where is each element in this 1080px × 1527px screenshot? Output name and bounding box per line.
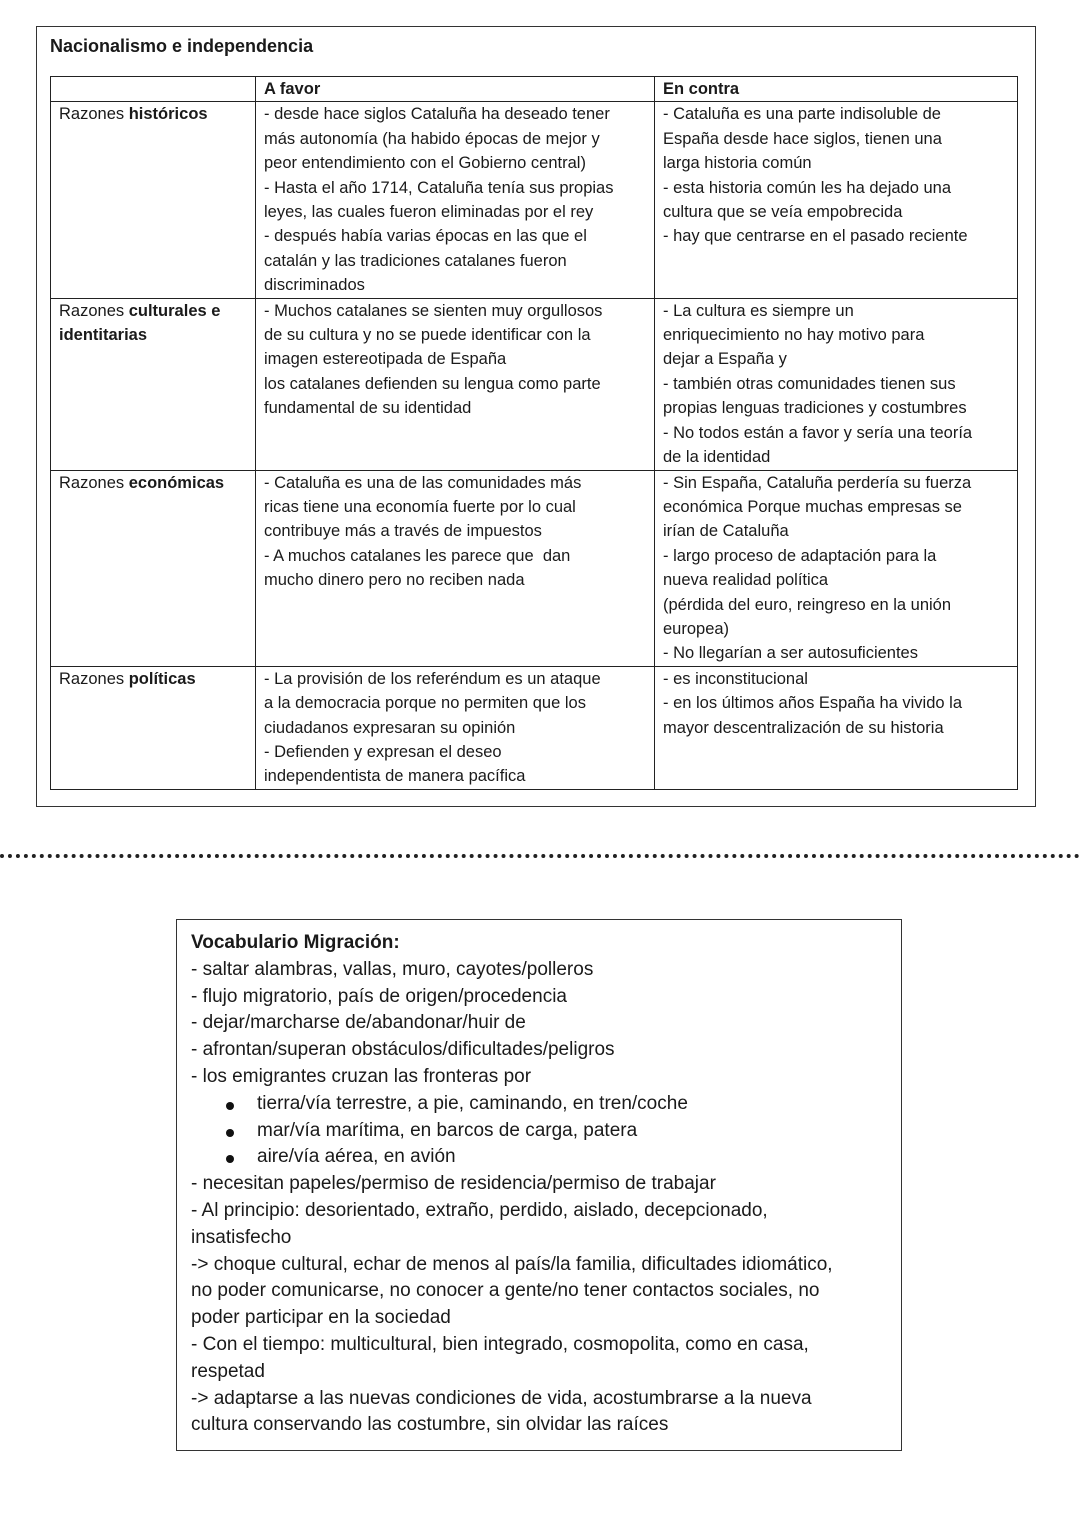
cell-line: irían de Cataluña	[663, 522, 789, 541]
cell-en-contra	[655, 298, 1018, 470]
vocabulary-line: respetad	[191, 1360, 265, 1382]
bullet-dot-icon	[226, 1102, 234, 1110]
cell-line: - Cataluña es una de las comunidades más	[264, 473, 582, 492]
table-row	[51, 102, 1018, 298]
table-header-row	[51, 77, 1018, 102]
row-label-line	[59, 667, 247, 691]
row-label-line	[59, 471, 247, 495]
vocabulary-line: -> choque cultural, echar de menos al país/la familia, dificultades idiomático,	[191, 1253, 833, 1275]
cell-line: - hay que centrarse en el pasado reciente	[663, 227, 968, 246]
vocabulary-title: Vocabulario Migración:	[191, 932, 400, 953]
cell-line: - Muchos catalanes se sienten muy orgullosos	[264, 301, 603, 320]
cell-a-favor	[256, 298, 655, 470]
bullet-text: mar/vía marítima, en barcos de carga, patera	[257, 1119, 638, 1141]
vocabulary-line: - saltar alambras, vallas, muro, cayotes/polleros	[191, 958, 594, 980]
cell-line: - después había varias épocas en las que el	[264, 227, 587, 246]
cell-line: - No llegarían a ser autosuficientes	[663, 644, 918, 663]
vocabulary-line: poder participar en la sociedad	[191, 1307, 451, 1329]
cell-line: - Hasta el año 1714, Cataluña tenía sus propias	[264, 178, 614, 197]
row-label	[51, 666, 256, 789]
cell-line: - A muchos catalanes les parece que dan	[264, 546, 571, 565]
vocabulary-line: no poder comunicarse, no conocer a gente/no tener contactos sociales, no	[191, 1280, 820, 1302]
vocabulary-line: - dejar/marcharse de/abandonar/huir de	[191, 1012, 526, 1034]
cell-en-contra	[655, 470, 1018, 666]
bullet-item	[257, 1144, 901, 1171]
bullet-text: tierra/vía terrestre, a pie, caminando, en tren/coche	[257, 1092, 688, 1114]
cell-line: - largo proceso de adaptación para la	[663, 546, 937, 565]
bullet-text: aire/vía aérea, en avión	[257, 1146, 456, 1168]
vocabulary-lines	[191, 957, 901, 1091]
bullet-dot-icon	[226, 1129, 234, 1137]
cell-line: a la democracia porque no permiten que los	[264, 694, 586, 713]
cell-line: leyes, las cuales fueron eliminadas por el rey	[264, 203, 594, 222]
row-label	[51, 470, 256, 666]
cell-line: fundamental de su identidad	[264, 399, 472, 418]
cell-line: de la identidad	[663, 448, 771, 467]
vocabulary-line: - Con el tiempo: multicultural, bien integrado, cosmopolita, como en casa,	[191, 1333, 809, 1355]
cell-line: de su cultura y no se puede identificar con la	[264, 326, 591, 345]
row-label-bold: económicas	[128, 473, 225, 492]
cell-line: - La provisión de los referéndum es un ataque	[264, 669, 601, 688]
vocabulary-lines-continued	[191, 1171, 901, 1439]
bullet-item	[257, 1091, 901, 1118]
cell-line: propias lenguas tradiciones y costumbres	[663, 399, 967, 418]
vocabulary-line: - flujo migratorio, país de origen/procedencia	[191, 985, 567, 1007]
vocabulary-line: - necesitan papeles/permiso de residencia/permiso de trabajar	[191, 1173, 716, 1195]
table-row	[51, 470, 1018, 666]
bullet-item	[257, 1118, 901, 1145]
reasons-table	[50, 76, 1018, 790]
row-label	[51, 298, 256, 470]
cell-line: - Cataluña es una parte indisoluble de	[663, 105, 941, 124]
cell-en-contra	[655, 102, 1018, 298]
cell-line: nueva realidad política	[663, 571, 829, 590]
vocabulary-box	[176, 919, 902, 1451]
row-label-prefix: Razones	[59, 105, 129, 124]
row-label-bold: históricos	[128, 105, 208, 124]
cell-a-favor	[256, 470, 655, 666]
row-label	[51, 102, 256, 298]
row-label-prefix: Razones	[59, 669, 129, 688]
row-label-line	[59, 102, 247, 126]
cell-a-favor	[256, 666, 655, 789]
cell-line: España desde hace siglos, tienen una	[663, 129, 942, 148]
cell-line: imagen estereotipada de España	[264, 350, 507, 369]
header-a-favor: A favor	[256, 77, 655, 102]
cell-line: - también otras comunidades tienen sus	[663, 374, 956, 393]
vocabulary-line: cultura conservando las costumbre, sin olvidar las raíces	[191, 1414, 669, 1436]
cell-line: mucho dinero pero no reciben nada	[264, 571, 525, 590]
vocabulary-line: insatisfecho	[191, 1226, 292, 1248]
vocabulary-line: - afrontan/superan obstáculos/dificultades/peligros	[191, 1039, 615, 1061]
cell-line: económica Porque muchas empresas se	[663, 497, 962, 516]
cell-line: - en los últimos años España ha vivido la	[663, 694, 962, 713]
cell-line: independentista de manera pacífica	[264, 767, 526, 786]
cell-line: - La cultura es siempre un	[663, 301, 854, 320]
row-label-prefix: Razones	[59, 301, 129, 320]
vocabulary-line: - los emigrantes cruzan las fronteras por	[191, 1065, 532, 1087]
cell-line: discriminados	[264, 276, 365, 295]
cell-line: larga historia común	[663, 154, 812, 173]
cell-line: más autonomía (ha habido épocas de mejor y	[264, 129, 600, 148]
cell-line: mayor descentralización de su historia	[663, 718, 944, 737]
cell-line: ciudadanos expresaran su opinión	[264, 718, 516, 737]
cell-line: los catalanes defienden su lengua como parte	[264, 374, 601, 393]
cell-line: ricas tiene una economía fuerte por lo cual	[264, 497, 576, 516]
header-en-contra: En contra	[655, 77, 1018, 102]
cell-line: - Sin España, Cataluña perdería su fuerza	[663, 473, 972, 492]
row-label-bold: identitarias	[59, 326, 148, 345]
vocabulary-line: - Al principio: desorientado, extraño, perdido, aislado, decepcionado,	[191, 1199, 768, 1221]
cell-line: - Defienden y expresan el deseo	[264, 742, 502, 761]
cell-line: dejar a España y	[663, 350, 787, 369]
table-row	[51, 298, 1018, 470]
section-title: Nacionalismo e independencia	[50, 36, 314, 56]
cell-line: enriquecimiento no hay motivo para	[663, 326, 925, 345]
row-label-prefix: Razones	[59, 473, 129, 492]
cell-line: cultura que se veía empobrecida	[663, 203, 903, 222]
cell-line: - esta historia común les ha dejado una	[663, 178, 952, 197]
row-label-bold: políticas	[128, 669, 196, 688]
transport-bullet-list	[191, 1091, 901, 1171]
cell-line: - es inconstitucional	[663, 669, 808, 688]
cell-line: catalán y las tradiciones catalanes fueron	[264, 251, 567, 270]
dotted-separator	[0, 854, 1080, 858]
bullet-dot-icon	[226, 1155, 234, 1163]
cell-a-favor	[256, 102, 655, 298]
row-label-bold: culturales e	[128, 301, 221, 320]
cell-line: - desde hace siglos Cataluña ha deseado tener	[264, 105, 610, 124]
cell-line: - No todos están a favor y sería una teoría	[663, 423, 973, 442]
vocabulary-line: -> adaptarse a las nuevas condiciones de vida, acostumbrarse a la nueva	[191, 1387, 812, 1409]
nationalism-box	[36, 26, 1036, 807]
cell-line: europea)	[663, 619, 730, 638]
cell-line: peor entendimiento con el Gobierno central)	[264, 154, 586, 173]
cell-line: (pérdida del euro, reingreso en la unión	[663, 595, 952, 614]
header-empty	[51, 77, 256, 102]
table-row	[51, 666, 1018, 789]
cell-en-contra	[655, 666, 1018, 789]
cell-line: contribuye más a través de impuestos	[264, 522, 542, 541]
row-label-line	[59, 299, 247, 323]
